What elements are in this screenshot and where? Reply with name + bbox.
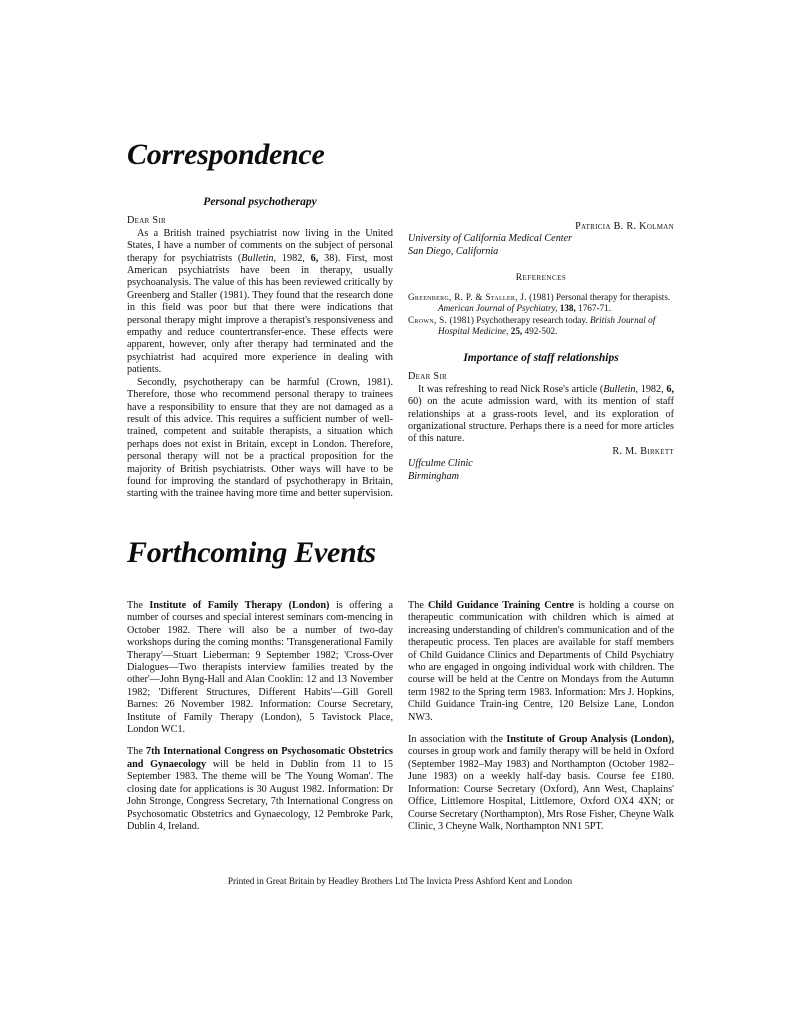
events-left-column [127, 600, 393, 833]
printer-footer: Printed in Great Britain by Headley Brothers Ltd The Invicta Press Ashford Kent and London [227, 876, 573, 886]
letter2-title: Importance of staff relationships [463, 352, 619, 364]
letter1-affiliation: University of California Medical Center [408, 233, 573, 245]
letter1-signature: Patricia B. R. Kolman [575, 221, 674, 232]
letter1-salutation: Dear Sir [127, 215, 166, 227]
event-institute-family-therapy: The Institute of Family Therapy (London) is offering a number of courses and special interest seminars com-mencing in October 1982. There will also be a number of two-day workshops during the coming months: 'Transgenerational Family Therapy'—Stuart Lieberman: 9 September 1982; 'Cross-Over Dialogues—Two therapists interview families treated by the other'—John Byng-Hall and Alan Cooklin: 12 and 13 November 1982; 'Different Structures, Different Habits'—Gill Gorell Barnes: 26 November 1982. Information: Course Secretary, Institute of Family Therapy (London), 5 Tavistock Place, London WC1. [127, 600, 393, 736]
forthcoming-events-heading: Forthcoming Events [127, 536, 376, 569]
correspondence-right-column [408, 197, 674, 483]
correspondence-heading: Correspondence [127, 138, 325, 171]
letter2-affiliation: Uffculme Clinic [408, 458, 473, 470]
correspondence-left-column [127, 196, 393, 501]
references-heading: References [515, 273, 567, 284]
reference-1: Greenberg, R. P. & Staller, J. (1981) Personal therapy for therapists. American Journal of Psychiatry, 138, 1767-71. [408, 291, 671, 314]
event-psychosomatic-congress: The 7th International Congress on Psychosomatic Obstetrics and Gynaecology will be held in Dublin from 11 to 15 September 1983. The theme will be 'The Young Woman'. The closing date for applications is 30 August 1982. Information: Dr John Stronge, Congress Secretary, 7th International Congress on Psychosomatic Obstetrics and Gynaecology, 12 Pembroke Park, Dublin 4, Ireland. [127, 746, 394, 832]
letter1-title: Personal psychotherapy [203, 196, 317, 208]
reference-2: Crown, S. (1981) Psychotherapy research today. British Journal of Hospital Medicine, 25, 492-502. [408, 314, 656, 337]
letter1-paragraph-2: Secondly, psychotherapy can be harmful (Crown, 1981). Therefore, those who recommend personal therapy to trainees have a responsibility to ensure that they are not damaged as a result of this advice. This requires a sufficient number of well-trained, competent and suitable therapists, a situation which perhaps does not exist in Britain, except in London. Therefore, personal therapy will not be a practical proposition for the majority of British psychiatrists. Other ways will have to be found for improving the standard of psychotherapy in Britain, starting with the trainee having more time and better supervision. [127, 376, 393, 500]
letter2-paragraph: It was refreshing to read Nick Rose's article (Bulletin, 1982, 6, 60) on the acute admission ward, with its mention of staff relationships at a grass-roots level, and its exploration of organizational structure. Perhaps there is a need for more articles of this nature. [408, 383, 675, 445]
event-child-guidance-centre: The Child Guidance Training Centre is holding a course on therapeutic communication with children which is aimed at increasing understanding of children's communication and of the therapeutic process. Ten places are available for staff members of Child Guidance Clinics and Departments of Child Psychiatry who are engaged in ongoing individual work with children. The course will be held at the Centre on Mondays from the Autumn term 1982 to the Spring term 1983. Information: Mrs J. Hopkins, Child Guidance Train-ing Centre, 120 Belsize Lane, London NW3. [408, 600, 675, 723]
letter2-location: Birmingham [408, 470, 459, 482]
letter2-salutation: Dear Sir [408, 371, 447, 383]
letter1-location: San Diego, California [408, 245, 499, 257]
letter1-paragraph-1: As a British trained psychiatrist now living in the United States, I have a number of comments on the subject of personal therapy for psychiatrists (Bulletin, 1982, 6, 38). First, most American psychiatrists have been in therapy, usually psychoanalysis. The value of this has been reviewed critically by Greenberg and Staller (1981). They found that the research done in this field was poor but that there were indications that personal therapy might improve a therapist's responsiveness and empathy and reduce countertransfer-ence. These effects were apparent, however, only after therapy had terminated and the psychiatrist had acquired more experience in dealing with patients. [127, 227, 393, 376]
letter2-signature: R. M. Birkett [612, 445, 674, 457]
event-group-analysis: In association with the Institute of Group Analysis (London), courses in group work and family therapy will be held in Oxford (September 1982–May 1983) and Northampton (October 1982–June 1983) on a weekly half-day basis. Course fee £180. Information: Course Secretary (Oxford), Ann West, Chaplains' Office, Littlemore Hospital, Littlemore, Oxford OX4 4XN; or Course Secretary (Northampton), Mrs Rose Fisher, Cheyne Walk Clinic, 3 Cheyne Walk, Northampton NN1 5PT. [408, 734, 675, 832]
events-right-column [408, 600, 674, 833]
